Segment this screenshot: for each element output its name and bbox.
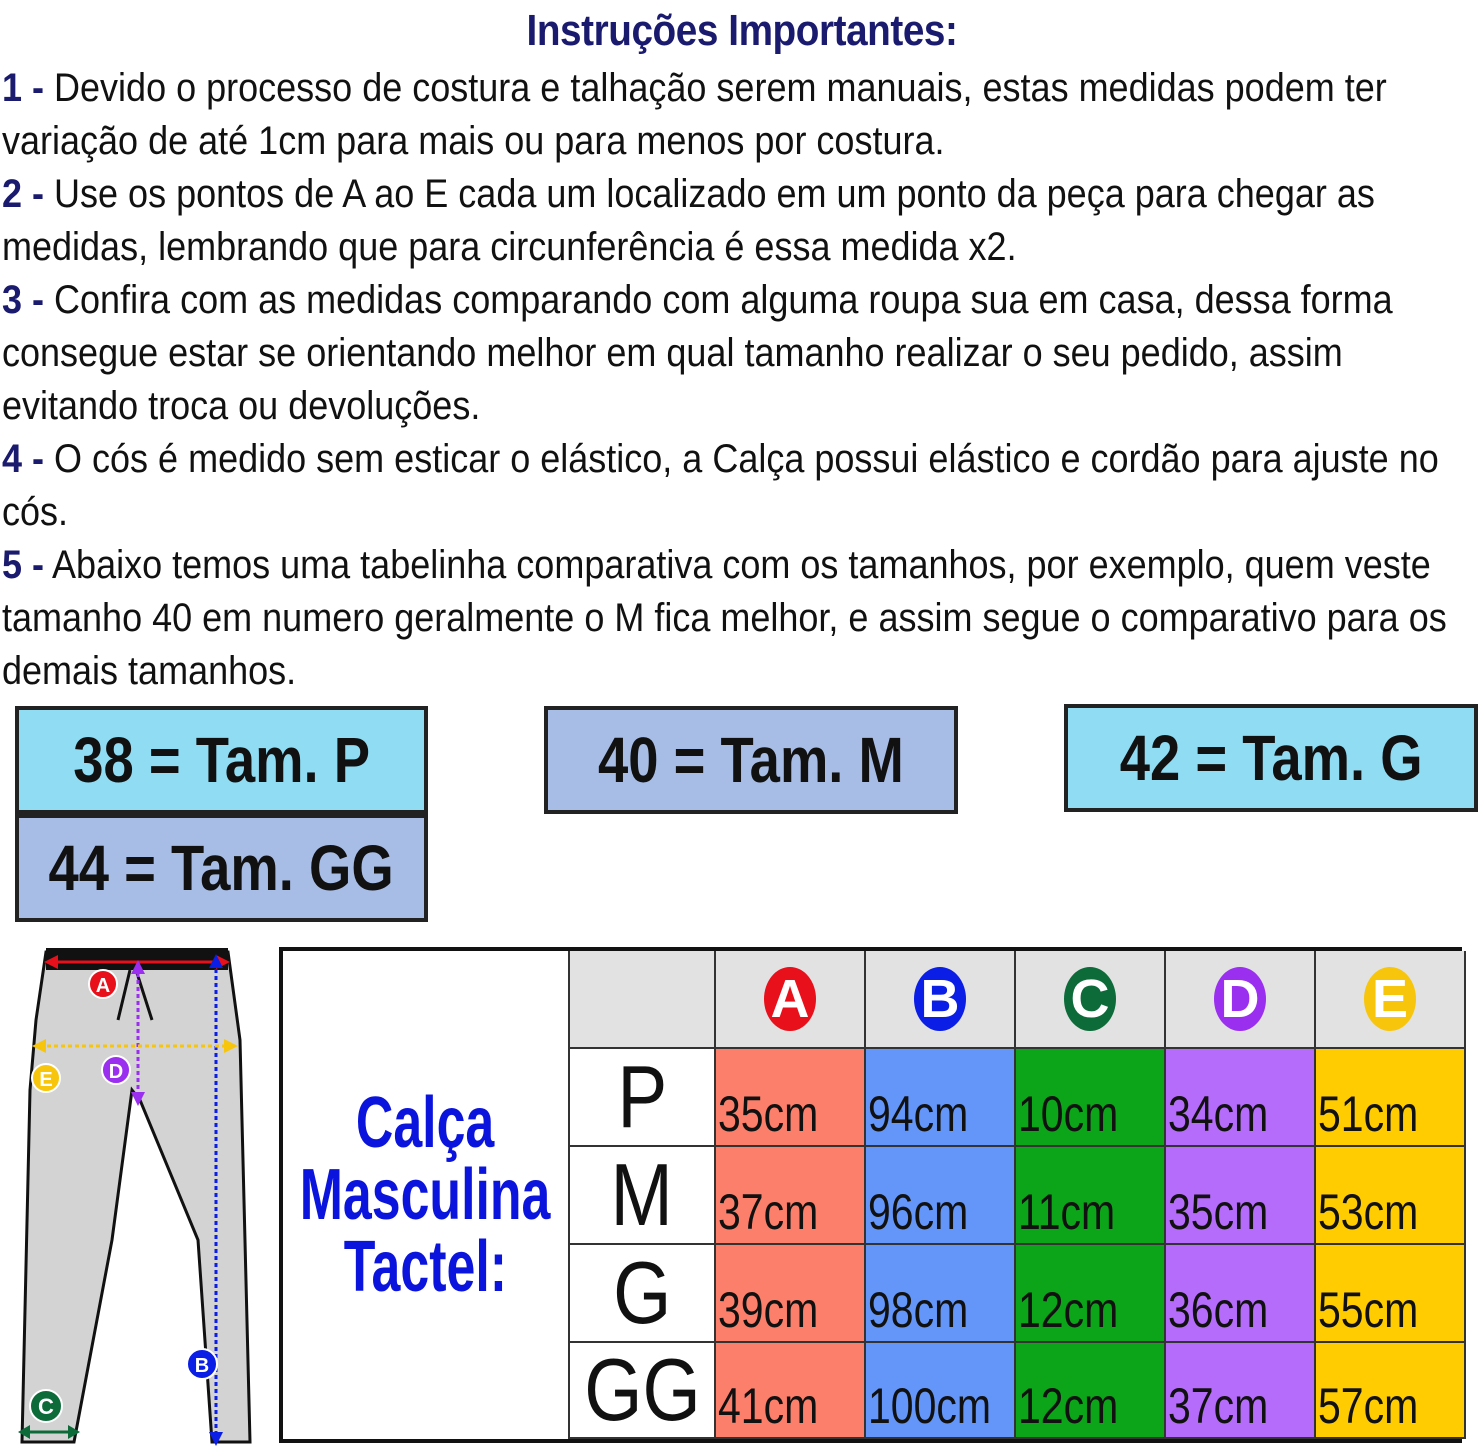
measurement-value: 12cm xyxy=(1018,1282,1119,1338)
instruction-text: Devido o processo de costura e talhação serem manuais, estas medidas podem ter variação de até 1cm para mais ou para menos por costura. xyxy=(2,66,1387,163)
page-title: Instruções Importantes: xyxy=(526,6,958,55)
size-cell-g xyxy=(568,1245,716,1343)
instruction-3 xyxy=(2,274,1478,433)
measurement-value: 39cm xyxy=(718,1282,819,1338)
table-cell xyxy=(1166,1343,1316,1439)
column-header-e xyxy=(1316,951,1466,1049)
instructions xyxy=(2,62,1478,698)
measurement-value: 37cm xyxy=(1168,1378,1269,1434)
table-label-line: Masculina xyxy=(300,1155,551,1235)
svg-text:B: B xyxy=(194,1355,210,1377)
table-cell xyxy=(1016,1343,1166,1439)
instruction-text: Abaixo temos uma tabelinha comparativa com os tamanhos, por exemplo, quem veste tamanho 40 em numero geralmente o M fica melhor, e assim segue o comparativo para os demais tamanhos. xyxy=(2,543,1447,693)
column-header-b xyxy=(866,951,1016,1049)
table-cell xyxy=(1166,1245,1316,1343)
table-cell xyxy=(1016,1147,1166,1245)
table-corner xyxy=(568,951,716,1049)
size-label: GG xyxy=(583,1340,701,1439)
table-cell xyxy=(866,1343,1016,1439)
table-cell xyxy=(866,1245,1016,1343)
table-cell xyxy=(716,1049,866,1147)
measurement-value: 96cm xyxy=(868,1184,969,1240)
measurement-value: 35cm xyxy=(718,1086,819,1142)
measurement-value: 35cm xyxy=(1168,1184,1269,1240)
size-equivalent-m: 40 = Tam. M xyxy=(544,706,958,814)
badge-b-icon xyxy=(187,1349,217,1379)
measurement-value: 11cm xyxy=(1018,1184,1116,1240)
pants-diagram xyxy=(0,940,260,1448)
measurement-value: 10cm xyxy=(1018,1086,1119,1142)
instruction-number: 2 - xyxy=(2,172,45,216)
table-cell xyxy=(716,1245,866,1343)
svg-text:D: D xyxy=(108,1061,124,1083)
size-equivalent-g: 42 = Tam. G xyxy=(1064,704,1478,812)
badge-e-icon xyxy=(32,1064,60,1092)
measurement-value: 41cm xyxy=(718,1378,819,1434)
measurement-value: 100cm xyxy=(868,1378,992,1434)
size-cell-p xyxy=(568,1049,716,1147)
badge-d-icon xyxy=(102,1056,130,1084)
table-cell xyxy=(866,1147,1016,1245)
letter-badge-b-icon: B xyxy=(914,967,966,1031)
letter-badge-a-icon: A xyxy=(764,967,816,1031)
svg-text:C: C xyxy=(38,1394,54,1419)
badge-c-icon xyxy=(30,1390,62,1422)
measurement-value: 53cm xyxy=(1318,1184,1419,1240)
table-cell xyxy=(1316,1245,1466,1343)
size-label: G xyxy=(612,1243,672,1342)
instruction-number: 4 - xyxy=(2,437,45,481)
table-cell xyxy=(716,1343,866,1439)
measurement-value: 51cm xyxy=(1318,1086,1419,1142)
table-cell xyxy=(1316,1343,1466,1439)
table-label xyxy=(283,951,568,1439)
badge-a-icon xyxy=(89,970,117,998)
instruction-1 xyxy=(2,62,1478,168)
svg-text:E: E xyxy=(39,1069,53,1091)
column-header-d xyxy=(1166,951,1316,1049)
instruction-number: 5 - xyxy=(2,543,45,587)
measurement-value: 34cm xyxy=(1168,1086,1269,1142)
measurement-value: 37cm xyxy=(718,1184,819,1240)
table-cell xyxy=(716,1147,866,1245)
measurement-value: 57cm xyxy=(1318,1378,1419,1434)
svg-text:A: A xyxy=(95,975,111,997)
measurement-table xyxy=(279,947,1462,1443)
size-equivalent-p: 38 = Tam. P xyxy=(15,706,428,814)
instruction-text: Use os pontos de A ao E cada um localizado em um ponto da peça para chegar as medidas, lembrando que para circunferência é essa medida x2. xyxy=(2,172,1375,269)
instruction-text: Confira com as medidas comparando com alguma roupa sua em casa, dessa forma consegue estar se orientando melhor em qual tamanho realizar o seu pedido, assim evitando troca ou devoluções. xyxy=(2,278,1393,428)
column-header-c xyxy=(1016,951,1166,1049)
table-label-line: Calça xyxy=(356,1083,495,1163)
size-equivalent-gg: 44 = Tam. GG xyxy=(15,814,428,922)
size-cell-m xyxy=(568,1147,716,1245)
table-cell xyxy=(1316,1147,1466,1245)
table-label-line: Tactel: xyxy=(343,1227,508,1307)
table-cell xyxy=(1166,1049,1316,1147)
measurement-value: 12cm xyxy=(1018,1378,1119,1434)
letter-badge-e-icon: E xyxy=(1364,967,1416,1031)
size-label: M xyxy=(610,1145,674,1244)
instruction-4 xyxy=(2,433,1478,539)
table-cell xyxy=(1166,1147,1316,1245)
instruction-text: O cós é medido sem esticar o elástico, a Calça possui elástico e cordão para ajuste no cós. xyxy=(2,437,1439,534)
measurement-value: 55cm xyxy=(1318,1282,1419,1338)
measurement-value: 36cm xyxy=(1168,1282,1269,1338)
instruction-5 xyxy=(2,539,1478,698)
table-cell xyxy=(866,1049,1016,1147)
measurement-value: 98cm xyxy=(868,1282,969,1338)
size-cell-gg xyxy=(568,1340,716,1439)
measurement-value: 94cm xyxy=(868,1086,969,1142)
letter-badge-c-icon: C xyxy=(1064,967,1116,1031)
table-cell xyxy=(1016,1049,1166,1147)
column-header-a xyxy=(716,951,866,1049)
size-label: P xyxy=(617,1047,667,1146)
letter-badge-d-icon: D xyxy=(1214,967,1266,1031)
instruction-2 xyxy=(2,168,1478,274)
instruction-number: 1 - xyxy=(2,66,45,110)
table-cell xyxy=(1016,1245,1166,1343)
instruction-number: 3 - xyxy=(2,278,45,322)
table-cell xyxy=(1316,1049,1466,1147)
